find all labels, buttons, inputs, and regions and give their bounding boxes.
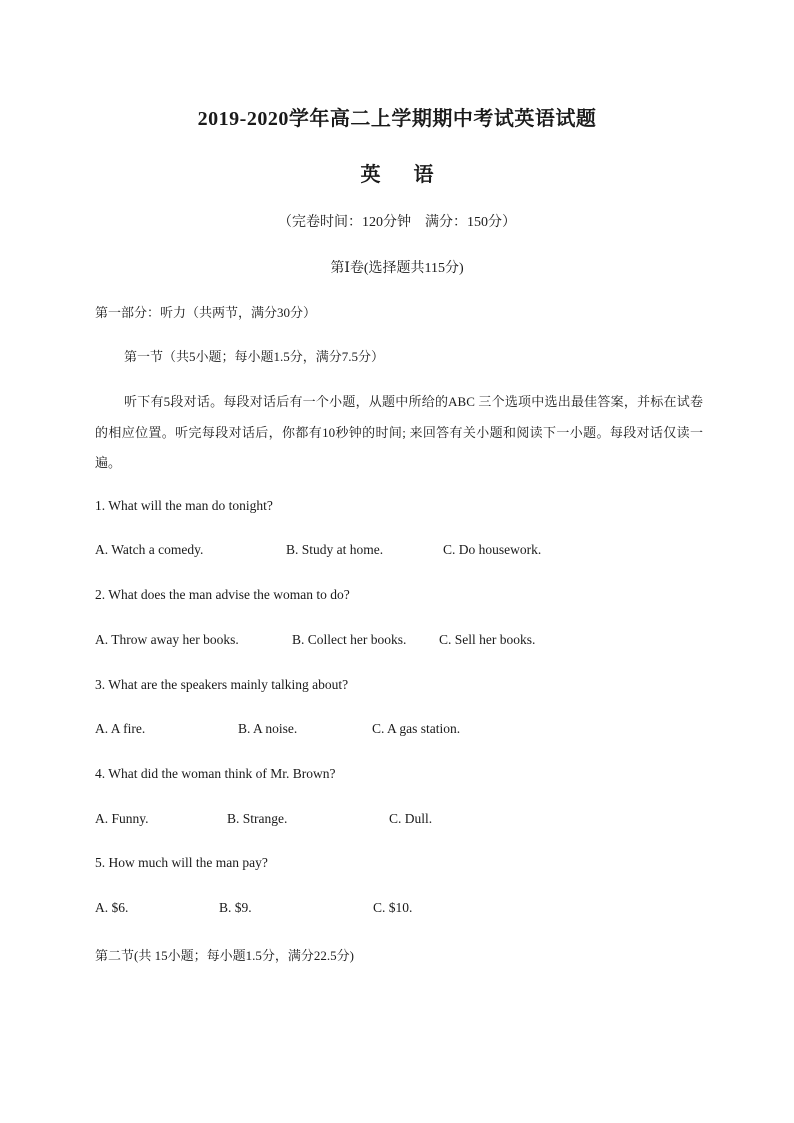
- question-3-option-b: B. A noise.: [238, 721, 298, 736]
- question-4-option-c: C. Dull.: [389, 811, 433, 826]
- question-1-option-c: C. Do housework.: [443, 542, 542, 557]
- question-2-option-c: C. Sell her books.: [439, 632, 536, 647]
- question-5: 5. How much will the man pay?: [95, 855, 268, 870]
- question-4-option-b: B. Strange.: [227, 811, 288, 826]
- question-3-option-a: A. A fire.: [95, 721, 146, 736]
- section1-heading: 第一节（共5小题；每小题1.5分，满分7.5分）: [124, 349, 385, 364]
- volume-heading: 第Ⅰ卷(选择题共115分): [330, 261, 464, 276]
- question-3: 3. What are the speakers mainly talking about?: [95, 677, 349, 692]
- question-4: 4. What did the woman think of Mr. Brown?: [95, 766, 336, 781]
- part1-heading: 第一部分：听力（共两节，满分30分）: [95, 305, 317, 320]
- section2-heading: 第二节(共 15小题；每小题1.5分，满分22.5分): [95, 948, 354, 963]
- question-5-option-a: A. $6.: [95, 900, 129, 915]
- question-1-option-a: A. Watch a comedy.: [95, 542, 204, 557]
- question-4-option-a: A. Funny.: [95, 811, 149, 826]
- listening-instructions: 听下有5段对话。每段对话后有一个小题，从题中所给的ABC 三个选项中选出最佳答案，并标在试卷的相应位置。听完每段对话后，你都有10秒钟的时间; 来回答有关小题和阅读下一小题。每段对话仅读一遍。: [95, 394, 703, 470]
- question-5-option-c: C. $10.: [373, 900, 413, 915]
- time-and-score-info: （完卷时间：120分钟 满分：150分）: [278, 215, 516, 230]
- question-5-option-b: B. $9.: [219, 900, 252, 915]
- exam-title: 2019-2020学年高二上学期期中考试英语试题: [197, 108, 597, 130]
- question-2-option-a: A. Throw away her books.: [95, 632, 239, 647]
- subject-heading: 英 语: [360, 164, 434, 186]
- question-1-option-b: B. Study at home.: [286, 542, 384, 557]
- question-3-option-c: C. A gas station.: [372, 721, 461, 736]
- question-2: 2. What does the man advise the woman to do?: [95, 587, 350, 602]
- question-1: 1. What will the man do tonight?: [95, 498, 273, 513]
- question-2-option-b: B. Collect her books.: [292, 632, 407, 647]
